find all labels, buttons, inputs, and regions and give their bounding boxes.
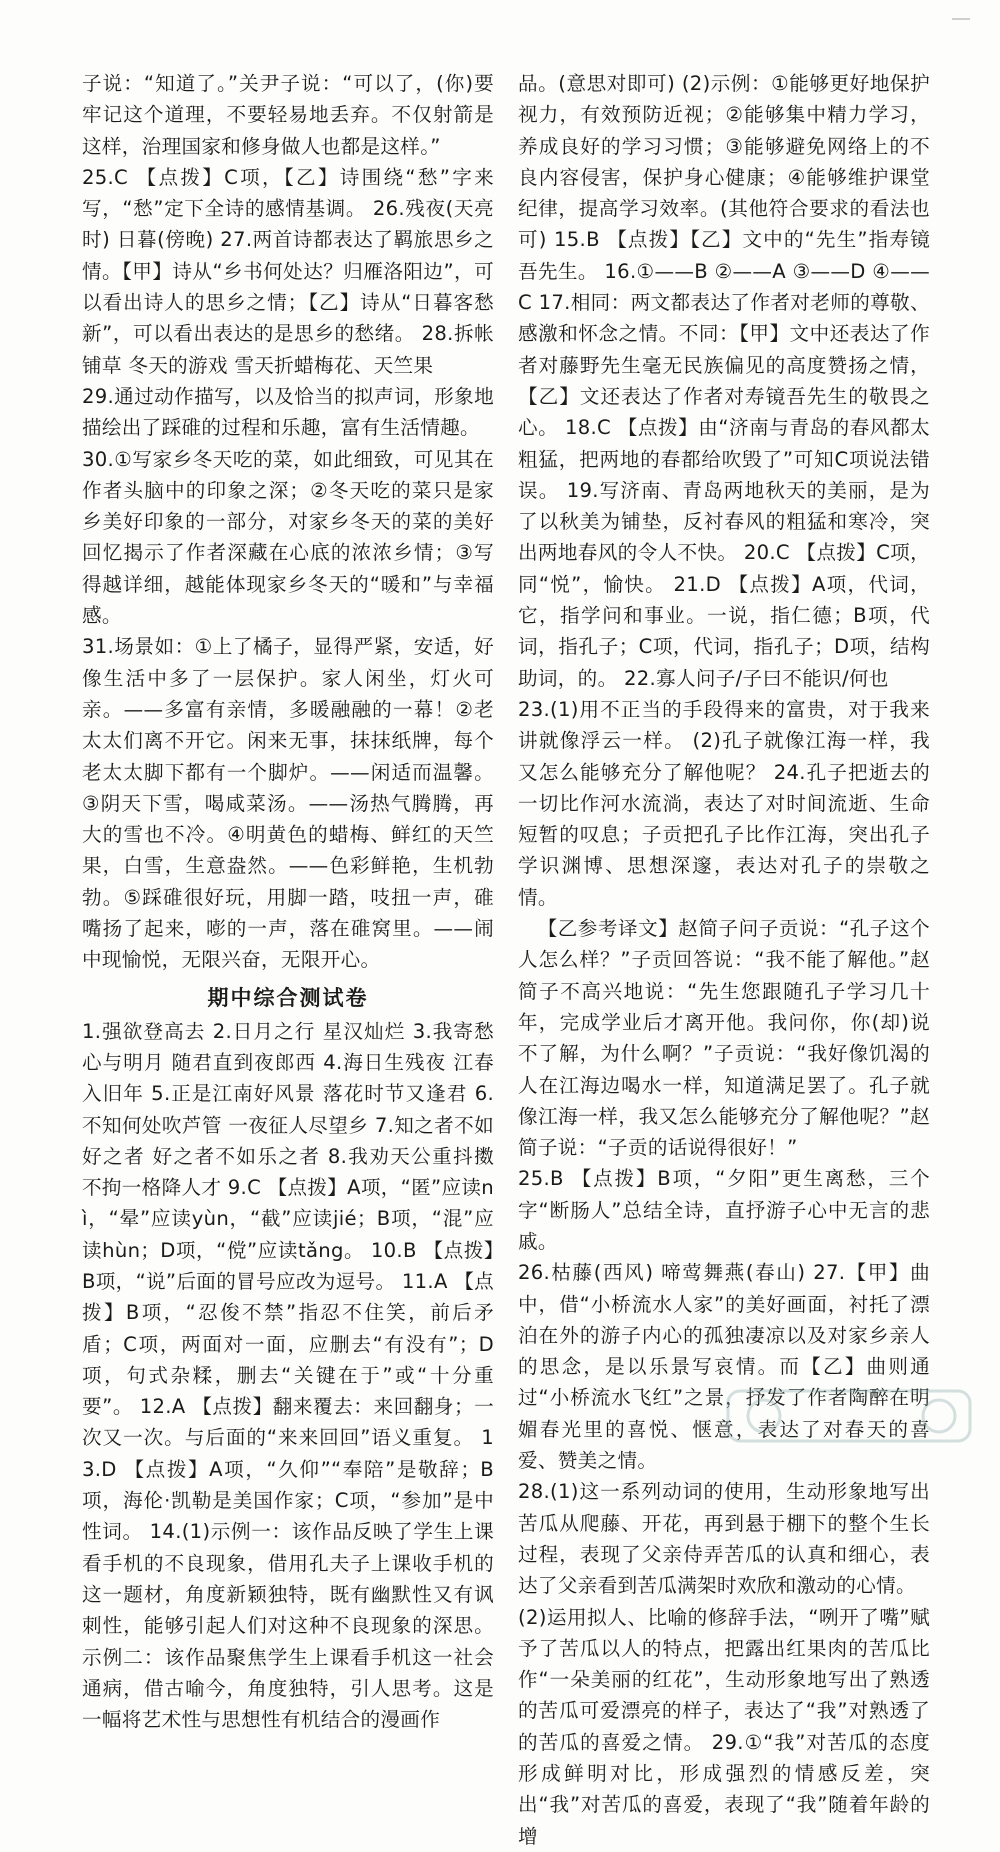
answer-paragraph: 29.通过动作描写，以及恰当的拟声词，形象地描绘出了踩碓的过程和乐趣，富有生活情趣。 (82, 384, 494, 440)
page-corner-mark (952, 18, 970, 20)
answer-paragraph: 31.场景如：①上了橘子，显得严紧，安适，好像生活中多了一层保护。家人闲坐，灯火可亲。——多富有亲情，多暖融融的一幕！②老太太们离不开它。闲来无事，抹抹纸牌，每个老太太脚下都有一个脚炉。——闲适而温馨。③阴天下雪，喝咸菜汤。——汤热气腾腾，再大的雪也不冷。④明黄色的蜡梅、鲜红的天竺果，白雪，生意盎然。——色彩鲜艳，生机勃勃。⑤踩碓很好玩，用脚一踏，吱扭一声，碓嘴扬了起来，嘭的一声，落在碓窝里。——闹中现愉悦，无限兴奋，无限开心。 (82, 635, 494, 972)
answer-paragraph: 30.①写家乡冬天吃的菜，如此细致，可见其在作者头脑中的印象之深；②冬天吃的菜只是家乡美好印象的一部分，对家乡冬天的菜的美好回忆揭示了作者深藏在心底的浓浓乡情；③写得越详细，越能体现家乡冬天的“暖和”与幸福感。 (82, 447, 494, 628)
section-title: 期中综合测试卷 (207, 984, 369, 1010)
watermark-logo (724, 1385, 974, 1447)
answer-paragraph: 28.(1)这一系列动词的使用，生动形象地写出苦瓜从爬藤、开花，再到悬于棚下的整个生长过程，表现了父亲侍弄苦瓜的认真和细心，表达了父亲看到苦瓜满架时欢欣和激动的心情。 (518, 1480, 930, 1598)
answer-paragraph: 子说：“知道了。”关尹子说：“可以了，(你)要牢记这个道理，不要轻易地丢弃。不仅射箭是这样，治理国家和修身做人也都是这样。” (82, 72, 494, 158)
answer-paragraph: (2)运用拟人、比喻的修辞手法，“咧开了嘴”赋予了苦瓜以人的特点，把露出红果肉的苦瓜比作“一朵美丽的红花”，生动形象地写出了熟透的苦瓜可爱漂亮的样子，表达了“我”对熟透了的苦瓜的喜爱之情。 29.①“我”对苦瓜的态度形成鲜明对比，形成强烈的情感反差，突出“我”对苦瓜的喜爱，表现了“我”随着年龄的增 (518, 1605, 930, 1848)
answer-paragraph: 1.强欲登高去 2.日月之行 星汉灿烂 3.我寄愁心与明月 随君直到夜郎西 4.海日生残夜 江春入旧年 5.正是江南好风景 落花时节又逢君 6.不知何处吹芦管 一夜征人尽望乡 7.知之者不如好之者 好之者不如乐之者 8.我劝天公重抖擞 不拘一格降人才 9.C 【点拨】A项，“匿”应读nì，“晕”应读yùn，“截”应读jié；B项，“混”应读hùn；D项，“傥”应读tǎng。 10.B 【点拨】B项，“说”后面的冒号应改为逗号。 11.A 【点拨】B项，“忍俊不禁”指忍不住笑，前后矛盾；C项，两面对一面，应删去“有没有”；D项，句式杂糅，删去“关键在于”或“十分重要”。 12.A 【点拨】翻来覆去：来回翻身；一次又一次。与后面的“来来回回”语义重复。 13.D 【点拨】A项，“久仰”“奉陪”是敬辞；B项，海伦·凯勒是美国作家；C项，“参加”是中性词。 14.(1)示例一：该作品反映了学生上课看手机的不良现象，借用孔夫子上课收手机的这一题材，角度新颖独特，既有幽默性又有讽刺性，能够引起人们对这种不良现象的深思。 示例二：该作品聚焦学生上课看手机这一社会通病，借古喻今，角度独特，引人思考。这是一幅将艺术性与思想性有机结合的漫画作 (82, 1019, 494, 1732)
answer-paragraph: 23.(1)用不正当的手段得来的富贵，对于我来讲就像浮云一样。 (2)孔子就像江海一样，我又怎么能够充分了解他呢？ 24.孔子把逝去的一切比作河水流淌，表达了对时间流逝、生命短暂的叹息；子贡把孔子比作江海，突出孔子学识渊博、思想深邃，表达对孔子的崇敬之情。 (518, 697, 930, 909)
answer-paragraph: 品。(意思对即可) (2)示例：①能够更好地保护视力，有效预防近视；②能够集中精力学习，养成良好的学习习惯；③能够避免网络上的不良内容侵害，保护身心健康；④能够维护课堂纪律，提高学习效率。(其他符合要求的看法也可) 15.B 【点拨】【乙】文中的“先生”指寿镜吾先生。 16.①——B ②——A ③——D ④——C 17.相同：两文都表达了作者对老师的尊敬、感激和怀念之情。不同：【甲】文中还表达了作者对藤野先生毫无民族偏见的高度赞扬之情，【乙】文还表达了作者对寿镜吾先生的敬畏之心。 18.C 【点拨】由“济南与青岛的春风都太粗猛，把两地的春都给吹毁了”可知C项说法错误。 19.写济南、青岛两地秋天的美丽，是为了以秋美为铺垫，反衬春风的粗猛和寒冷，突出两地春风的令人不快。 20.C 【点拨】C项，同“悦”，愉快。 21.D 【点拨】A项，代词，它，指学问和事业。一说，指仁德；B项，代词，指孔子；C项，代词，指孔子；D项，结构助词，的。 22.寡人问子/子曰不能识/何也 (518, 72, 930, 690)
answer-paragraph: 26.枯藤(西风) 啼莺舞燕(春山) 27.【甲】曲中，借“小桥流水人家”的美好画面，衬托了漂泊在外的游子内心的孤独凄凉以及对家乡亲人的思念，是以乐景写哀情。而【乙】曲则通过“小桥流水飞红”之景，抒发了作者陶醉在明媚春光里的喜悦、惬意，表达了对春天的喜爱、赞美之情。 (518, 1261, 930, 1473)
answer-paragraph: 25.C 【点拨】C项，【乙】诗围绕“愁”字来写，“愁”定下全诗的感情基调。 26.残夜(天亮时) 日暮(傍晚) 27.两首诗都表达了羁旅思乡之情。【甲】诗从“乡书何处达？归雁洛阳边”，可以看出诗人的思乡之情；【乙】诗从“日暮客愁新”，可以看出表达的是思乡的愁绪。 28.拆帐铺草 冬天的游戏 雪天折蜡梅花、天竺果 (82, 165, 494, 377)
answer-paragraph: 25.B 【点拨】B项，“夕阳”更生离愁，三个字“断肠人”总结全诗，直抒游子心中无言的悲戚。 (518, 1167, 930, 1253)
translation-paragraph: 【乙参考译文】赵简子问子贡说：“孔子这个人怎么样？”子贡回答说：“我不能了解他。”赵简子不高兴地说：“先生您跟随孔子学习几十年，完成学业后才离开他。我问你，你(却)说不了解，为什么啊？”子贡说：“我好像饥渴的人在江海边喝水一样，知道满足罢了。孔子就像江海一样，我又怎么能够充分了解他呢？”赵简子说：“子贡的话说得很好！” (518, 917, 930, 1160)
right-column (518, 68, 930, 1852)
left-column (82, 68, 494, 1735)
